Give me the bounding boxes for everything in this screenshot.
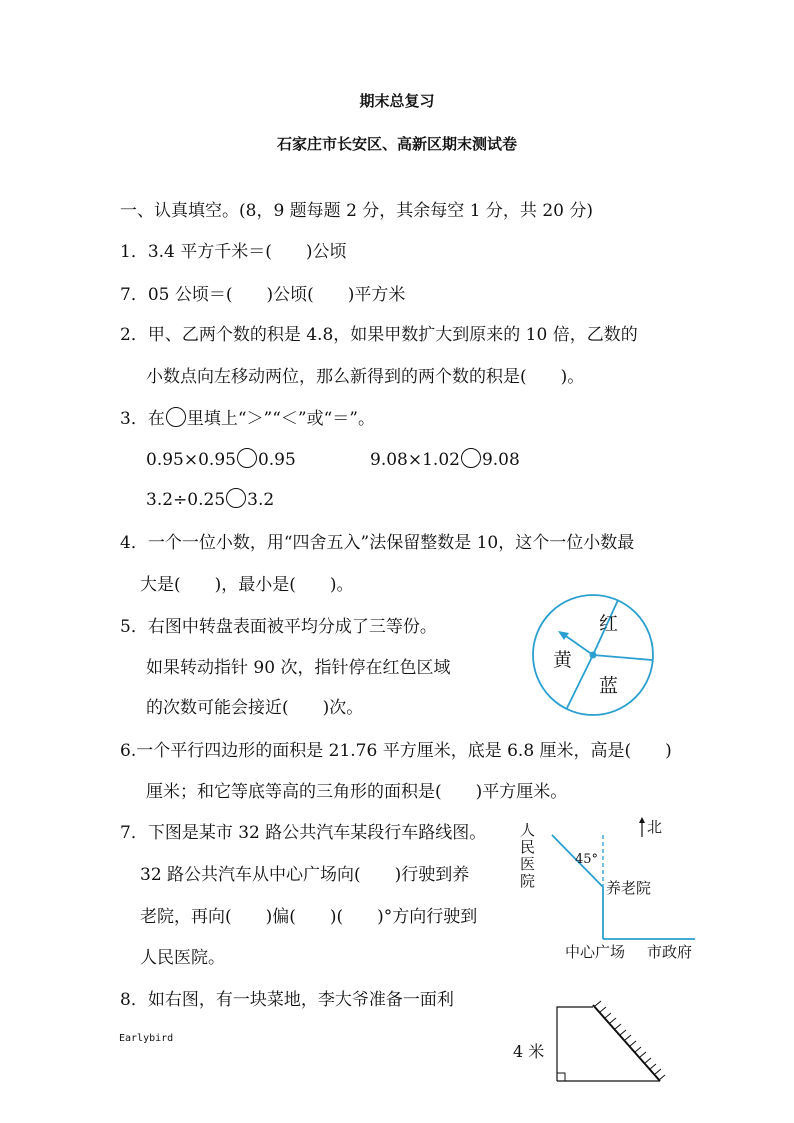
question-7-line4: 人民医院。 xyxy=(140,948,225,968)
compare-left: 3.2÷0.25 xyxy=(146,490,226,510)
question-3-instruction xyxy=(120,404,375,429)
section-heading: 一、认真填空。(8，9 题每题 2 分，其余每空 1 分，共 20 分) xyxy=(120,201,593,221)
question-7-line3: 老院，再向( )偏( )( )°方向行驶到 xyxy=(140,907,478,927)
hospital-label-1: 人 xyxy=(520,821,536,839)
question-5-line2: 如果转动指针 90 次，指针停在红色区域 xyxy=(146,658,451,678)
side-length-label: 4 米 xyxy=(513,1042,545,1061)
north-label: 北 xyxy=(647,818,663,836)
compare-circle-icon[interactable] xyxy=(461,448,481,468)
page-title: 期末总复习 xyxy=(359,92,435,110)
hospital-label-4: 院 xyxy=(520,872,536,890)
compare-item-1 xyxy=(146,448,296,470)
angle-label: 45° xyxy=(575,852,599,867)
compare-left: 9.08×1.02 xyxy=(370,450,460,470)
spinner-label-yellow: 黄 xyxy=(553,649,573,671)
compare-right: 9.08 xyxy=(481,450,520,470)
question-5-line1: 5．右图中转盘表面被平均分成了三等份。 xyxy=(120,617,437,637)
question-3-suffix: 里填上“＞”“＜”或“＝”。 xyxy=(186,409,375,429)
right-angle-mark xyxy=(557,1073,565,1081)
page-subtitle: 石家庄市长安区、高新区期末测试卷 xyxy=(276,135,517,153)
spinner-label-blue: 蓝 xyxy=(599,675,619,697)
question-2-line1: 2．甲、乙两个数的积是 4.8，如果甲数扩大到原来的 10 倍，乙数的 xyxy=(120,325,638,345)
question-2-line2: 小数点向左移动两位，那么新得到的两个数的积是( )。 xyxy=(146,367,585,387)
nursing-home-label: 养老院 xyxy=(606,879,652,897)
compare-left: 0.95×0.95 xyxy=(146,450,236,470)
center-square-label: 中心广场 xyxy=(565,943,626,961)
plot-fence xyxy=(557,1007,593,1081)
hospital-label-2: 民 xyxy=(520,838,536,856)
question-8-line1: 8．如右图，有一块菜地，李大爷准备一面利 xyxy=(120,990,454,1010)
spinner-figure xyxy=(525,590,665,720)
compare-circle-icon[interactable] xyxy=(237,448,257,468)
spinner-center xyxy=(590,652,597,659)
question-6-line1: 6.一个平行四边形的面积是 21.76 平方厘米，底是 6.8 厘米，高是( ) xyxy=(120,741,672,761)
compare-item-3 xyxy=(146,488,274,510)
compare-circle-icon xyxy=(166,407,186,427)
question-7-line2: 32 路公共汽车从中心广场向( )行驶到养 xyxy=(140,865,470,885)
plot-wall xyxy=(593,1005,660,1081)
hospital-label-3: 医 xyxy=(520,855,536,873)
wall-hatching xyxy=(595,1001,665,1080)
question-4-line1: 4．一个一位小数，用“四舍五入”法保留整数是 10，这个一位小数最 xyxy=(120,533,635,553)
question-5-line3: 的次数可能会接近( )次。 xyxy=(146,698,364,718)
compare-right: 3.2 xyxy=(247,490,275,510)
spinner-label-red: 红 xyxy=(599,613,619,635)
compare-circle-icon[interactable] xyxy=(226,488,246,508)
question-1: 1．3.4 平方千米＝( )公顷 xyxy=(120,242,347,262)
pointer-arrow-icon xyxy=(558,631,569,640)
compare-right: 0.95 xyxy=(257,450,296,470)
compare-item-2 xyxy=(370,448,520,470)
question-3-prefix: 3．在 xyxy=(120,409,165,429)
question-4-line2: 大是( )，最小是( )。 xyxy=(140,575,354,595)
spinner-divider xyxy=(593,655,652,660)
vegetable-plot-figure xyxy=(505,995,680,1090)
route-map xyxy=(515,815,705,965)
question-7-area: 7．05 公顷＝( )公顷( )平方米 xyxy=(120,285,406,305)
city-hall-label: 市政府 xyxy=(647,943,693,961)
question-6-line2: 厘米；和它等底等高的三角形的面积是( )平方厘米。 xyxy=(146,782,568,802)
footer-brand: Earlybird xyxy=(119,1033,174,1044)
north-arrowhead-icon xyxy=(639,817,645,823)
question-7-line1: 7．下图是某市 32 路公共汽车某段行车路线图。 xyxy=(120,823,487,843)
